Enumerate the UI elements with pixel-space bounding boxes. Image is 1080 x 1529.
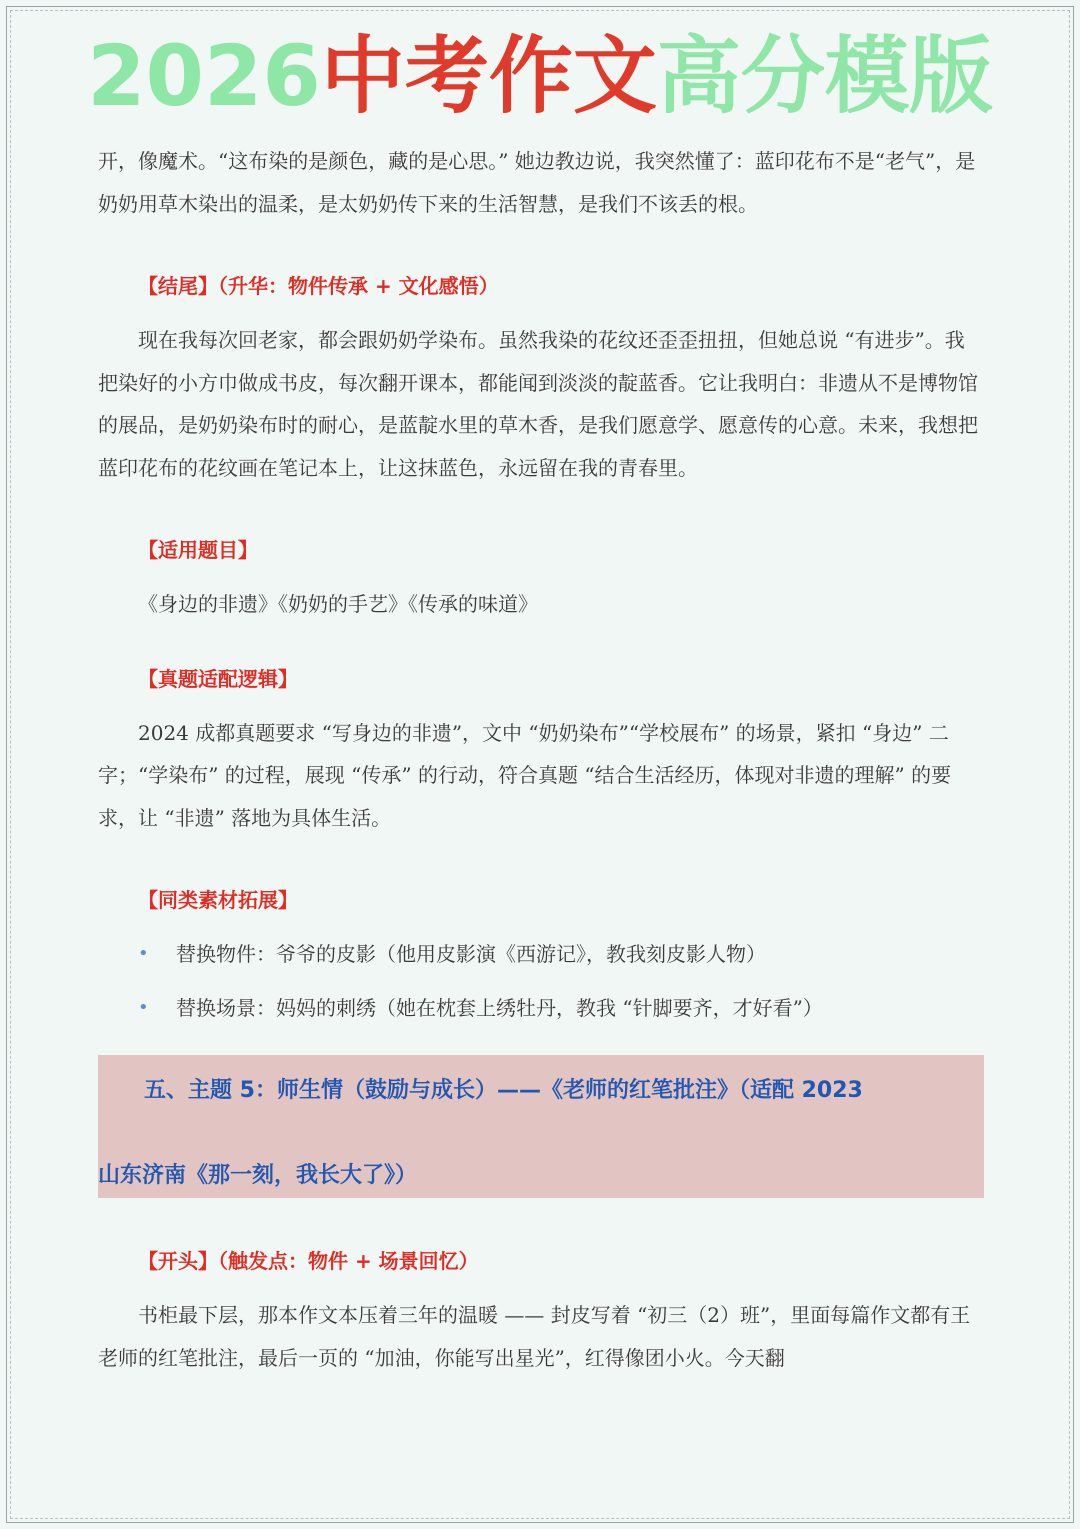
applicable-topics-heading: 【适用题目】 <box>138 538 258 562</box>
list-item-text: 替换物件：爷爷的皮影（他用皮影演《西游记》，教我刻皮影人物） <box>176 942 766 966</box>
extension-heading: 【同类素材拓展】 <box>138 888 298 912</box>
bullet-dot-icon: • <box>138 997 149 1018</box>
list-item-text: 替换场景：妈妈的刺绣（她在枕套上绣牡丹，教我 “针脚要齐，才好看”） <box>176 996 823 1020</box>
list-item <box>98 993 984 1023</box>
list-item <box>98 939 984 969</box>
banner-exam: 中考作文 <box>320 27 657 125</box>
section-5-title-line2: 山东济南《那一刻，我长大了》） <box>98 1163 418 1188</box>
section-5-title-line1: 五、主题 5：师生情（鼓励与成长）——《老师的红笔批注》（适配 2023 <box>144 1078 863 1103</box>
ending-heading: 【结尾】（升华：物件传承 + 文化感悟） <box>138 274 499 298</box>
banner-template: 高分模版 <box>656 27 993 125</box>
section-5-title <box>98 1055 984 1198</box>
document-body <box>98 140 984 1379</box>
logic-paragraph: 2024 成都真题要求 “写身边的非遗”，文中 “奶奶染布”“学校展布” 的场景，紧扣 “身边” 二字；“学染布” 的过程，展现 “传承” 的行动，符合真题 “结合生活经历，体现对非遗的理解” 的要求，让 “非遗” 落地为具体生活。 <box>98 720 952 830</box>
page-banner <box>0 26 1080 126</box>
opening-heading: 【开头】（触发点：物件 + 场景回忆） <box>138 1249 479 1273</box>
ending-paragraph: 现在我每次回老家，都会跟奶奶学染布。虽然我染的花纹还歪歪扭扭，但她总说 “有进步”。我把染好的小方巾做成书皮，每次翻开课本，都能闻到淡淡的靛蓝香。它让我明白：非遗从不是博物馆的展品，是奶奶染布时的耐心，是蓝靛水里的草木香，是我们愿意学、愿意传的心意。未来，我想把蓝印花布的花纹画在笔记本上，让这抹蓝色，永远留在我的青春里。 <box>98 328 978 480</box>
bullet-dot-icon: • <box>138 943 149 964</box>
intro-paragraph: 开，像魔术。“这布染的是颜色，藏的是心思。” 她边教边说，我突然懂了：蓝印花布不是“老气”，是奶奶用草木染出的温柔，是太奶奶传下来的生活智慧，是我们不该丢的根。 <box>98 149 976 216</box>
applicable-topics-text: 《身边的非遗》《奶奶的手艺》《传承的味道》 <box>138 592 538 616</box>
opening-paragraph: 书柜最下层，那本作文本压着三年的温暖 —— 封皮写着 “初三（2）班”，里面每篇作文都有王老师的红笔批注，最后一页的 “加油，你能写出星光”，红得像团小火。今天翻 <box>98 1303 971 1370</box>
banner-year: 2026 <box>87 27 321 125</box>
logic-heading: 【真题适配逻辑】 <box>138 666 298 691</box>
